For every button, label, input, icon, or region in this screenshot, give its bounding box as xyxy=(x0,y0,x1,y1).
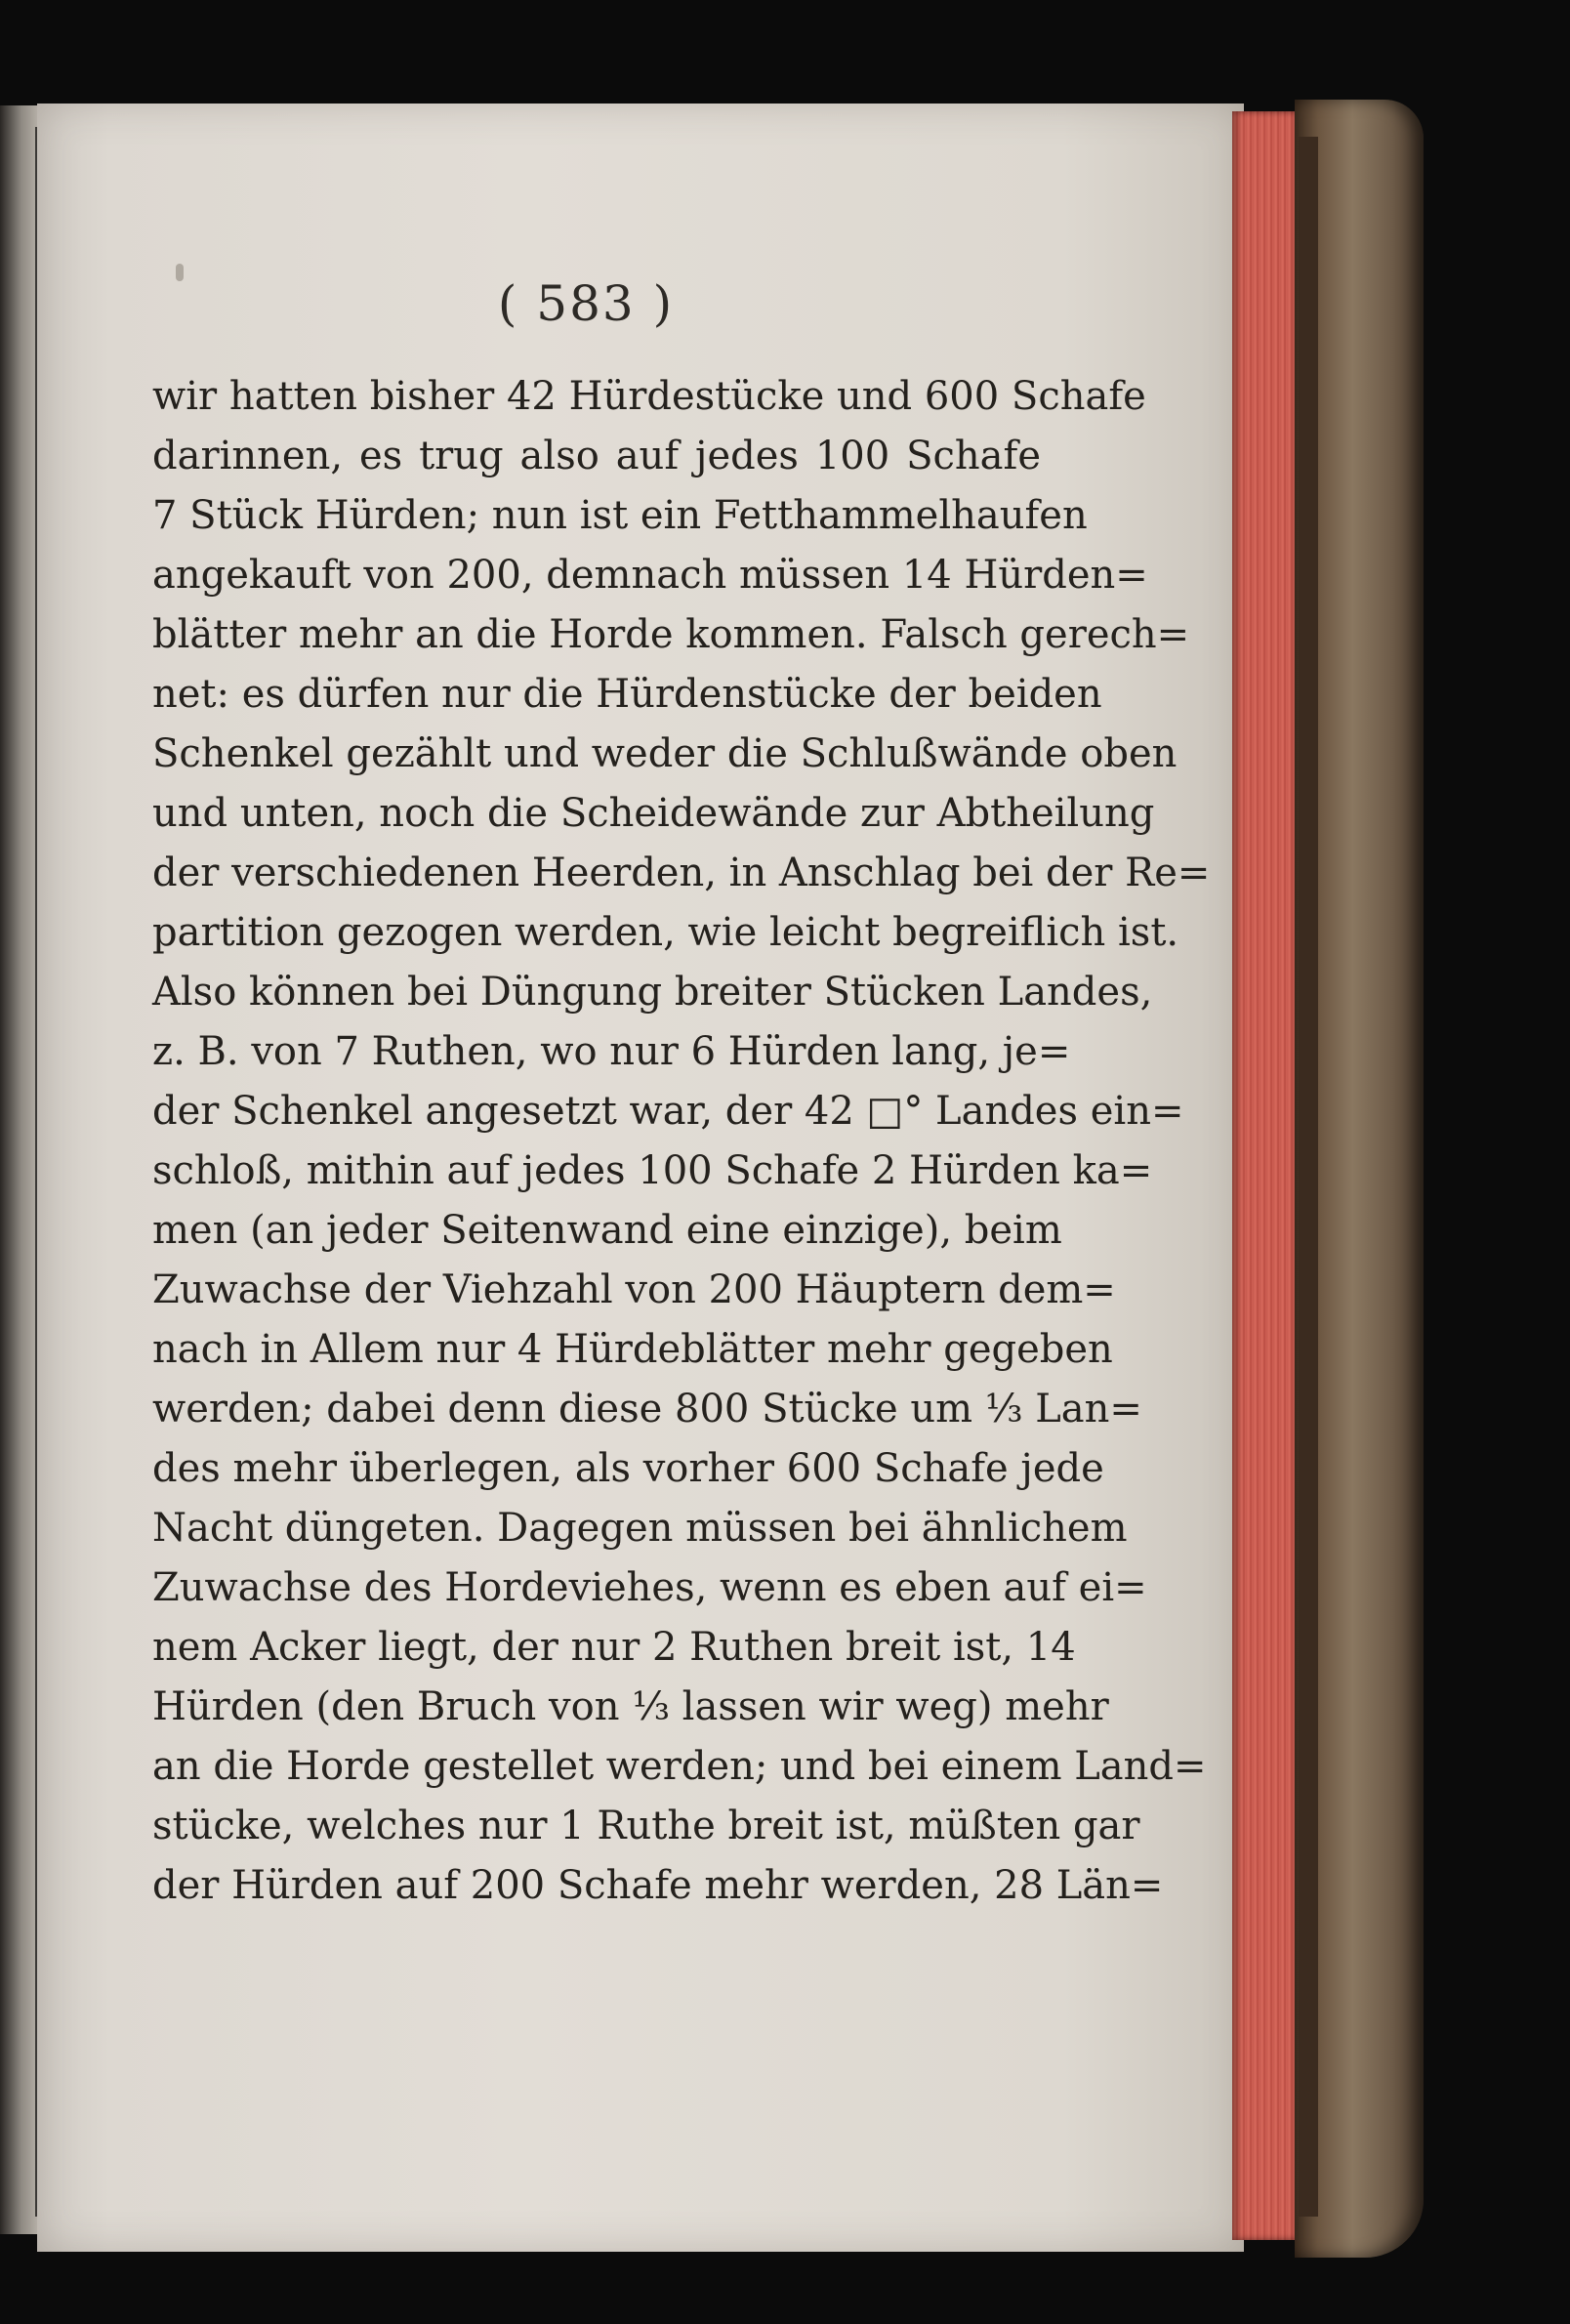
text-line: der Schenkel angesetzt war, der 42 □° Landes ein= xyxy=(152,1089,1184,1134)
text-line: werden; dabei denn diese 800 Stücke um ⅓ Lan= xyxy=(152,1387,1142,1432)
text-line: angekauft von 200, demnach müssen 14 Hürden= xyxy=(152,553,1148,598)
text-line: nach in Allem nur 4 Hürdeblätter mehr gegeben xyxy=(152,1327,1113,1372)
text-line: Nacht düngeten. Dagegen müssen bei ähnlichem xyxy=(152,1506,1128,1551)
text-line: des mehr überlegen, als vorher 600 Schafe jede xyxy=(152,1446,1104,1491)
red-page-edges xyxy=(1232,111,1301,2240)
text-line: der Hürden auf 200 Schafe mehr werden, 28 Län= xyxy=(152,1863,1164,1908)
cover-inner-edge xyxy=(1299,137,1318,2217)
text-line: Schenkel gezählt und weder die Schlußwände oben xyxy=(152,731,1178,776)
previous-page-edge xyxy=(0,105,39,2234)
text-line: Zuwachse des Hordeviehes, wenn es eben auf ei= xyxy=(152,1565,1147,1610)
text-line: stücke, welches nur 1 Ruthe breit ist, müßten gar xyxy=(152,1804,1140,1848)
text-line: z. B. von 7 Ruthen, wo nur 6 Hürden lang, je= xyxy=(152,1029,1071,1074)
text-line: darinnen, es trug also auf jedes 100 Schafe xyxy=(152,434,1041,478)
text-line: 7 Stück Hürden; nun ist ein Fetthammelhaufen xyxy=(152,493,1088,538)
text-line: partition gezogen werden, wie leicht begreiflich ist. xyxy=(152,910,1179,955)
text-line: Zuwachse der Viehzahl von 200 Häuptern dem= xyxy=(152,1267,1116,1312)
text-line: wir hatten bisher 42 Hürdestücke und 600 Schafe xyxy=(152,374,1146,419)
text-line: an die Horde gestellet werden; und bei einem Land= xyxy=(152,1744,1207,1789)
page-number: ( 583 ) xyxy=(497,275,675,332)
ink-smudge xyxy=(176,264,184,281)
text-line: nem Acker liegt, der nur 2 Ruthen breit ist, 14 xyxy=(152,1625,1076,1670)
text-line: blätter mehr an die Horde kommen. Falsch gerech= xyxy=(152,612,1190,657)
text-line: men (an jeder Seitenwand eine einzige), beim xyxy=(152,1208,1062,1253)
text-line: und unten, noch die Scheidewände zur Abtheilung xyxy=(152,791,1155,836)
text-line: schloß, mithin auf jedes 100 Schafe 2 Hürden ka= xyxy=(152,1148,1153,1193)
text-line: Hürden (den Bruch von ⅓ lassen wir weg) mehr xyxy=(152,1684,1109,1729)
text-line: Also können bei Düngung breiter Stücken Landes, xyxy=(152,970,1153,1015)
text-line: net: es dürfen nur die Hürdenstücke der beiden xyxy=(152,672,1102,717)
text-line: der verschiedenen Heerden, in Anschlag bei der Re= xyxy=(152,851,1211,895)
